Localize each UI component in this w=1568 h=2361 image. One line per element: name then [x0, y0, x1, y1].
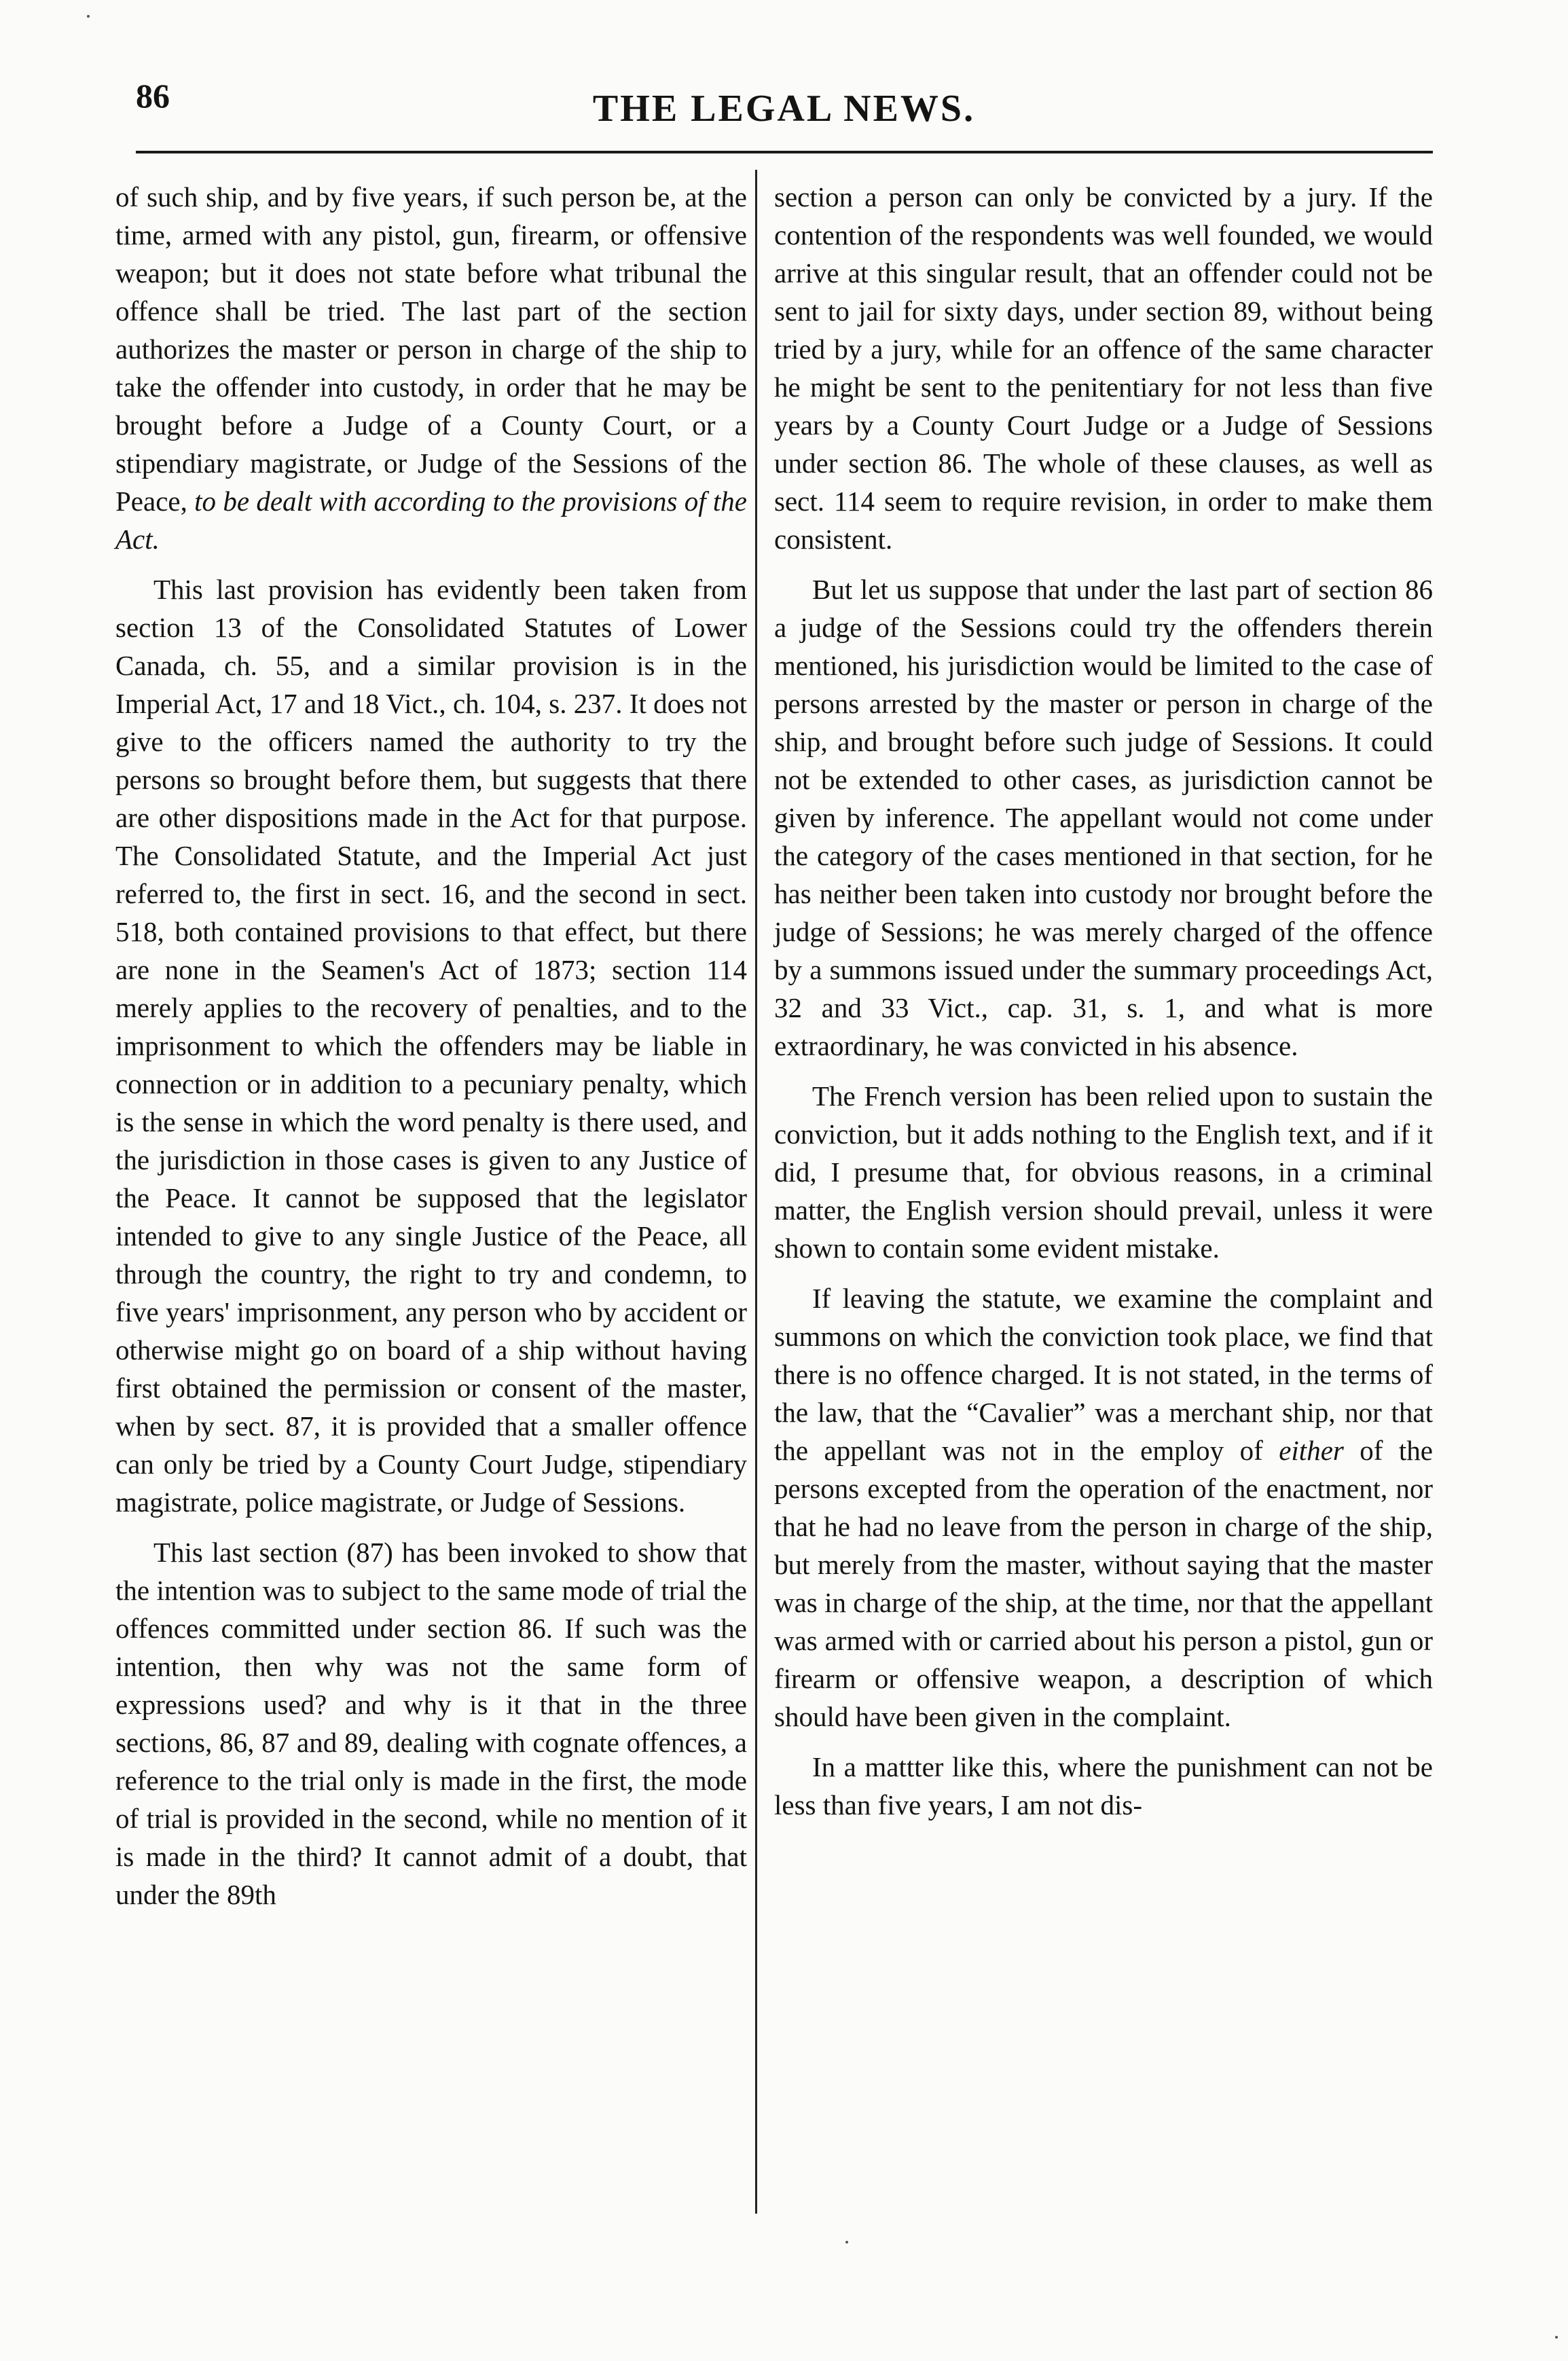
- paragraph: But let us suppose that under the last part of section 86 a judge of the Sessions could try the offenders therein mentioned, his jurisdiction would be limited to the case of persons arrested by the master or person in charge of the ship, and brought before such judge of Sessions. It could not be extended to other cases, as jurisdiction cannot be given by inference. The appellant would not come under the category of the cases mentioned in that section, for he has neither been taken into custody nor brought before the judge of Sessions; he was merely charged of the offence by a summons issued under the summary proceedings Act, 32 and 33 Vict., cap. 31, s. 1, and what is more extraordinary, he was convicted in his absence.: [774, 574, 1433, 1061]
- column-divider: [755, 170, 757, 2214]
- header-rule: [136, 151, 1433, 153]
- paragraph: [774, 1279, 1433, 1736]
- paragraph: [115, 178, 747, 558]
- paragraph: section a person can only be convicted by a jury. If the contention of the respondents was well founded, we would arrive at this singular result, that an offender could not be sent to jail for sixty days, under section 89, without being tried by a jury, while for an offence of the same character he might be sent to the penitentiary for not less than five years by a County Court Judge or a Judge of Sessions under section 86. The whole of these clauses, as well as sect. 114 seem to require revision, in order to make them consistent.: [774, 181, 1433, 555]
- text-run: If leaving the statute, we examine the complaint and summons on which the conviction took place, we find that there is no offence charged. It is not stated, in the terms of the law, that the “Cavalier” was a merchant ship, nor that the appellant was not in the employ of: [774, 1283, 1433, 1466]
- text-run: of the persons excepted from the operation of the enactment, nor that he had no leave from the person in charge of the ship, but merely from the master, without saying that the master was in charge of the ship, at the time, nor that the appellant was armed with or carried about his person a pistol, gun or firearm or offensive weapon, a description of which should have been given in the complaint.: [774, 1435, 1433, 1732]
- paragraph: The French version has been relied upon to sustain the conviction, but it adds nothing to the English text, and if it did, I presume that, for obvious reasons, in a criminal matter, the English version should prevail, unless it were shown to contain some evident mistake.: [774, 1080, 1433, 1264]
- journal-title: THE LEGAL NEWS.: [592, 88, 976, 130]
- paragraph: This last provision has evidently been taken from section 13 of the Consolidated Statutes of Lower Canada, ch. 55, and a similar provision is in the Imperial Act, 17 and 18 Vict., ch. 104, s. 237. It does not give to the officers named the authority to try the persons so brought before them, but suggests that there are other dispositions made in the Act for that purpose. The Consolidated Statute, and the Imperial Act just referred to, the first in sect. 16, and the second in sect. 518, both contained provisions to that effect, but there are none in the Seamen's Act of 1873; section 114 merely applies to the recovery of penalties, and to the imprisonment to which the offenders may be liable in connection or in addition to a pecuniary penalty, which is the sense in which the word penalty is there used, and the jurisdiction in those cases is given to any Justice of the Peace. It cannot be supposed that the legislator intended to give to any single Justice of the Peace, all through the country, the right to try and condemn, to five years' imprisonment, any person who by accident or otherwise might go on board of a ship without having first obtained the permission or consent of the master, when by sect. 87, it is provided that a smaller offence can only be tried by a County Court Judge, stipendiary magistrate, police magistrate, or Judge of Sessions.: [115, 574, 747, 1518]
- italic-text-run: either: [1279, 1435, 1344, 1466]
- paragraph: In a mattter like this, where the punishment can not be less than five years, I am not dis-: [774, 1751, 1433, 1820]
- page-number: 86: [136, 77, 170, 115]
- print-speck: [1555, 2336, 1558, 2339]
- print-speck: [845, 2241, 848, 2244]
- paragraph: This last section (87) has been invoked to show that the intention was to subject to the same mode of trial the offences committed under section 86. If such was the intention, then why was not the same form of expressions used? and why is it that in the three sections, 86, 87 and 89, dealing with cognate offences, a reference to the trial only is made in the first, the mode of trial is provided in the second, while no mention of it is made in the third? It cannot admit of a doubt, that under the 89th: [115, 1537, 747, 1910]
- right-column: [774, 178, 1433, 1836]
- text-run: of such ship, and by five years, if such person be, at the time, armed with any pistol, gun, firearm, or offensive weapon; but it does not state before what tribunal the offence shall be tried. The last part of the section authorizes the master or person in charge of the ship to take the offender into custody, in order that he may be brought before a Judge of a County Court, or a stipendiary magistrate, or Judge of the Sessions of the Peace,: [115, 181, 747, 517]
- print-speck: [87, 15, 90, 18]
- left-column: [115, 178, 747, 1926]
- italic-text-run: to be dealt with according to the provisions of the Act.: [115, 486, 747, 555]
